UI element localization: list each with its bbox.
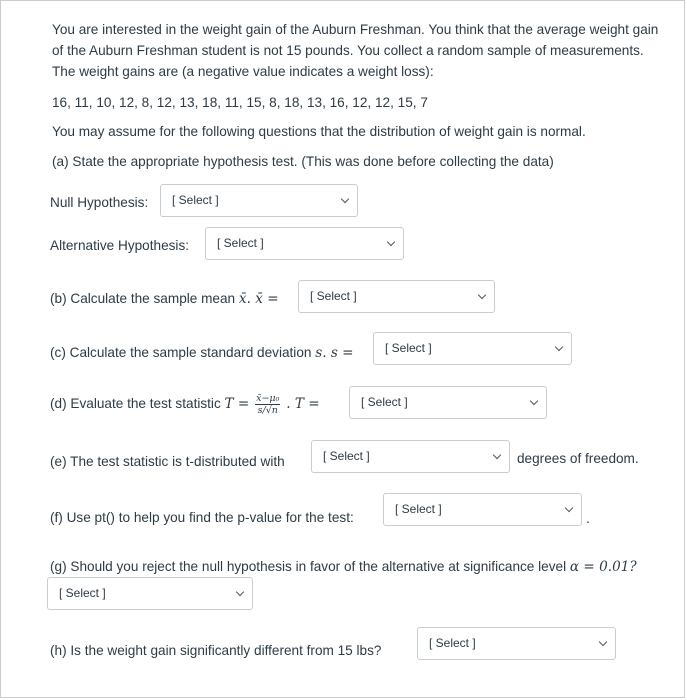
sample-sd-select[interactable]: [373, 332, 572, 365]
chevron-down-icon: [555, 342, 563, 350]
select-placeholder: [ Select ]: [310, 289, 357, 303]
alternative-hypothesis-label: Alternative Hypothesis:: [50, 238, 190, 253]
part-d-math-t2: . T =: [286, 396, 320, 413]
data-values: 16, 11, 10, 12, 8, 12, 13, 18, 11, 15, 8, 18, 13, 16, 12, 12, 15, 7: [52, 95, 428, 110]
select-placeholder: [ Select ]: [395, 502, 442, 516]
select-placeholder: [ Select ]: [217, 236, 264, 250]
null-hypothesis-select[interactable]: [160, 184, 358, 217]
chevron-down-icon: [387, 237, 395, 245]
assumption-text: You may assume for the following questions that the distribution of weight gain is normal.: [52, 124, 586, 139]
part-b-label: [50, 291, 279, 307]
select-placeholder: [ Select ]: [429, 636, 476, 650]
chevron-down-icon: [478, 290, 486, 298]
reject-null-select[interactable]: [47, 577, 253, 610]
chevron-down-icon: [236, 587, 244, 595]
sample-mean-select[interactable]: [298, 280, 495, 313]
part-b-text: (b) Calculate the sample mean: [50, 291, 236, 306]
fraction-numerator: x̄−μ₀: [256, 393, 280, 404]
test-statistic-select[interactable]: [349, 386, 547, 419]
part-a-text: (a) State the appropriate hypothesis test. (This was done before collecting the data): [52, 154, 554, 169]
part-c-text: (c) Calculate the sample standard deviation: [50, 345, 312, 360]
intro-text: You are interested in the weight gain of the Auburn Freshman. You think that the average weight gain of the Auburn Freshman student is not 15 pounds. You collect a random sample of measurements. The weight gains are (a negative value indicates a weight loss):: [52, 22, 659, 79]
select-placeholder: [ Select ]: [385, 341, 432, 355]
part-g-text: (g) Should you reject the null hypothesis in favor of the alternative at significance level: [50, 559, 567, 574]
part-c-label: [50, 345, 354, 361]
degrees-of-freedom-select[interactable]: [311, 440, 510, 473]
select-placeholder: [ Select ]: [59, 586, 106, 600]
part-d-math-t: T =: [224, 396, 250, 413]
part-b-math: x̄. x̄ =: [238, 291, 279, 307]
part-d-text: (d) Evaluate the test statistic: [50, 396, 221, 412]
null-hypothesis-label: Null Hypothesis:: [50, 195, 149, 210]
chevron-down-icon: [599, 637, 607, 645]
part-g-label: [50, 559, 637, 575]
significant-difference-select[interactable]: [417, 627, 616, 660]
part-f-period: .: [586, 511, 590, 526]
part-e-text: (e) The test statistic is t-distributed with: [50, 454, 285, 469]
select-placeholder: [ Select ]: [172, 193, 219, 207]
select-placeholder: [ Select ]: [361, 395, 408, 409]
p-value-select[interactable]: [383, 493, 582, 526]
alternative-hypothesis-select[interactable]: [205, 227, 404, 260]
fraction-denominator: s/√n: [257, 405, 278, 416]
part-f-text: (f) Use pt() to help you find the p-value for the test:: [50, 510, 354, 525]
chevron-down-icon: [493, 450, 501, 458]
part-e-after-text: degrees of freedom.: [517, 451, 639, 466]
part-g-alpha: α = 0.01?: [569, 559, 637, 575]
chevron-down-icon: [530, 396, 538, 404]
part-d-label: [50, 393, 320, 416]
part-h-text: (h) Is the weight gain significantly different from 15 lbs?: [50, 643, 382, 658]
chevron-down-icon: [341, 194, 349, 202]
chevron-down-icon: [565, 503, 573, 511]
part-c-math: s. s =: [315, 345, 354, 361]
test-statistic-fraction: [255, 393, 280, 416]
select-placeholder: [ Select ]: [323, 449, 370, 463]
